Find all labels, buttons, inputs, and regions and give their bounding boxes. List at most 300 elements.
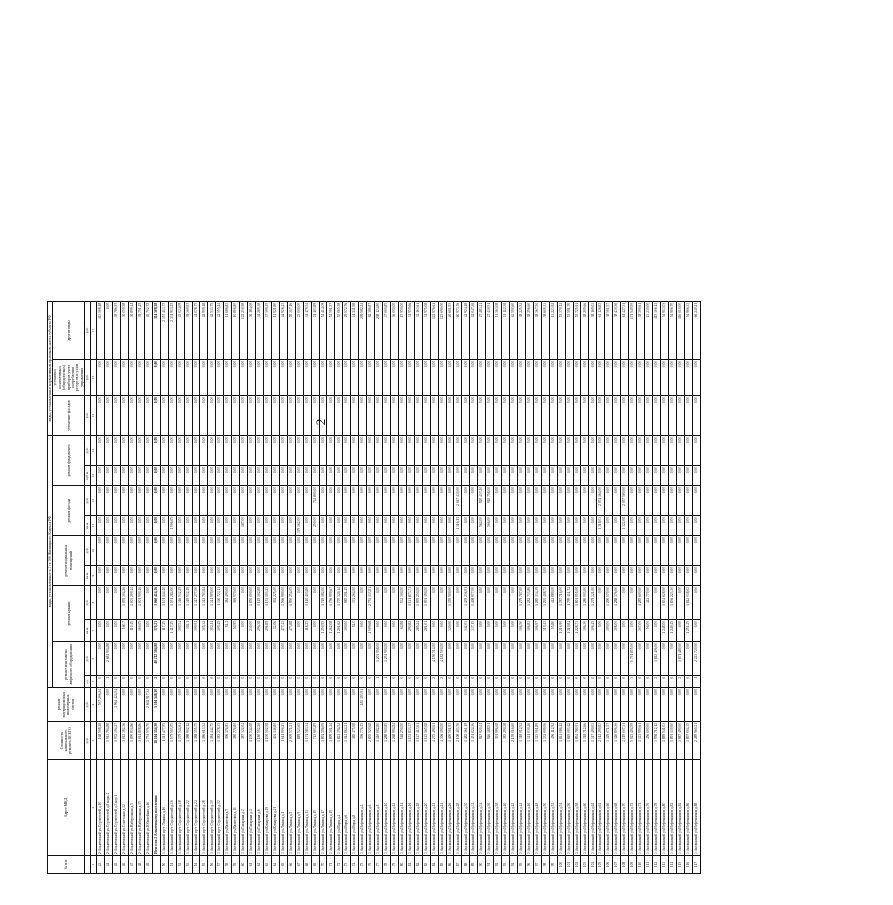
- value-cell: 0: [573, 676, 581, 688]
- value-cell: 0,00: [152, 466, 160, 486]
- value-cell: 0,00: [256, 486, 264, 516]
- value-cell: 0,00: [565, 435, 573, 465]
- value-cell: 0,00: [446, 566, 454, 586]
- value-cell: 0,00: [97, 620, 105, 642]
- value-cell: 0,00: [644, 466, 652, 486]
- value-cell: 0,00: [462, 642, 470, 676]
- value-cell: 36 000,00: [390, 301, 398, 359]
- colnum-cell: 17: [91, 301, 97, 359]
- value-cell: 0: [121, 676, 129, 688]
- value-cell: 0,00: [208, 466, 216, 486]
- row-number-cell: 110: [637, 856, 645, 874]
- value-cell: 0,00: [375, 486, 383, 516]
- value-cell: 0,00: [311, 395, 319, 435]
- value-cell: 113 508,48: [97, 301, 105, 359]
- value-cell: 0,00: [637, 516, 645, 536]
- value-cell: 0,00: [684, 435, 692, 465]
- table-row: [668, 301, 676, 873]
- value-cell: 0,00: [311, 466, 319, 486]
- value-cell: 0,00: [454, 586, 462, 620]
- address-cell: 3 Акташский ул.Вахитова д.11: [232, 760, 240, 856]
- value-cell: 0,00: [644, 642, 652, 676]
- row-number-cell: 95: [517, 856, 525, 874]
- value-cell: 0,00: [359, 586, 367, 620]
- value-cell: 0,00: [208, 642, 216, 676]
- value-cell: 0,00: [605, 516, 613, 536]
- value-cell: 1 014 808,86: [136, 722, 144, 760]
- value-cell: 0,00: [390, 586, 398, 620]
- value-cell: 0: [549, 676, 557, 688]
- value-cell: 0,00: [422, 566, 430, 586]
- value-cell: 0,00: [414, 395, 422, 435]
- value-cell: 0,00: [390, 435, 398, 465]
- row-number-cell: 64: [271, 856, 279, 874]
- header-num: № п/п: [48, 856, 85, 874]
- value-cell: 0,00: [184, 395, 192, 435]
- row-number-cell: 73: [343, 856, 351, 874]
- colnum-cell: 9: [91, 566, 97, 586]
- colnum-cell: 13: [91, 466, 97, 486]
- value-cell: 1 575 593,05: [168, 722, 176, 760]
- value-cell: 0: [668, 676, 676, 688]
- value-cell: 0,00: [406, 359, 414, 395]
- value-cell: 0,00: [279, 395, 287, 435]
- row-number-cell: 45: [113, 856, 121, 874]
- value-cell: 0,00: [462, 536, 470, 566]
- value-cell: 0,00: [232, 435, 240, 465]
- value-cell: 10 806,80: [232, 301, 240, 359]
- value-cell: 0: [398, 676, 406, 688]
- value-cell: 0,00: [232, 536, 240, 566]
- value-cell: 0,00: [343, 516, 351, 536]
- value-cell: 0,00: [224, 536, 232, 566]
- value-cell: 0,00: [248, 516, 256, 536]
- value-cell: 0,00: [605, 435, 613, 465]
- value-cell: 0,00: [613, 486, 621, 516]
- address-cell: 3 Акташский пр-т Строителей д.22: [184, 760, 192, 856]
- value-cell: 0,00: [692, 466, 700, 486]
- value-cell: 0,00: [668, 466, 676, 486]
- value-cell: 0,00: [589, 359, 597, 395]
- value-cell: 52,0: [351, 620, 359, 642]
- value-cell: 0,00: [613, 359, 621, 395]
- row-number-cell: 106: [605, 856, 613, 874]
- unit-cell: руб.: [85, 586, 91, 620]
- value-cell: 0,00: [510, 586, 518, 620]
- value-cell: 27 483,21: [478, 301, 486, 359]
- value-cell: 0,00: [327, 566, 335, 586]
- row-number-cell: 61: [248, 856, 256, 874]
- value-cell: 53 065,38: [335, 301, 343, 359]
- address-cell: 3 Акташский ул.Нефтяников д.18: [414, 760, 422, 856]
- value-cell: 0,00: [295, 486, 303, 516]
- value-cell: 1 801 055,00: [573, 586, 581, 620]
- value-cell: 0,00: [390, 620, 398, 642]
- value-cell: 0,00: [684, 466, 692, 486]
- value-cell: 0,00: [105, 359, 113, 395]
- unit-cell: руб.: [85, 395, 91, 435]
- value-cell: 56,00: [644, 620, 652, 642]
- value-cell: 0,00: [581, 359, 589, 395]
- address-cell: 3 Акташский пр-т Строителей д.18: [176, 760, 184, 856]
- value-cell: 0,00: [494, 359, 502, 395]
- value-cell: 0,00: [517, 395, 525, 435]
- table-row: [510, 301, 518, 873]
- value-cell: 0,00: [113, 435, 121, 465]
- value-cell: 0,00: [263, 566, 271, 586]
- header-engineering: ремонт внутридомовых инженерных систем: [48, 688, 85, 722]
- row-number-cell: 51: [168, 856, 176, 874]
- value-cell: 0,00: [502, 486, 510, 516]
- value-cell: 0,00: [684, 536, 692, 566]
- value-cell: 0: [621, 676, 629, 688]
- value-cell: 300,00: [343, 620, 351, 642]
- value-cell: 0: [565, 676, 573, 688]
- value-cell: 0,00: [533, 395, 541, 435]
- value-cell: 0,00: [287, 536, 295, 566]
- table-row: [383, 301, 391, 873]
- value-cell: 0,00: [208, 395, 216, 435]
- value-cell: 0,00: [589, 566, 597, 586]
- value-cell: 0,00: [660, 566, 668, 586]
- value-cell: 314 508,58: [152, 301, 160, 359]
- address-cell: 3 Акташский ул.Нефтяников д.50: [541, 760, 549, 856]
- colnum-cell: 16: [91, 359, 97, 395]
- table-row: [208, 301, 216, 873]
- value-cell: 37 399,35: [263, 301, 271, 359]
- table-row: [414, 301, 422, 873]
- row-number-cell: 50: [160, 856, 168, 874]
- table-row: [97, 301, 105, 873]
- value-cell: 0,00: [502, 620, 510, 642]
- value-cell: 0,00: [311, 435, 319, 465]
- value-cell: 0: [335, 676, 343, 688]
- value-cell: 0,00: [136, 642, 144, 676]
- value-cell: 0,00: [144, 395, 152, 435]
- value-cell: 0,00: [200, 536, 208, 566]
- value-cell: 296,89: [263, 620, 271, 642]
- value-cell: 0,00: [510, 536, 518, 566]
- value-cell: 61 427,31: [621, 301, 629, 359]
- value-cell: 0,00: [136, 486, 144, 516]
- address-cell: 3 Акташский ул.Нефтяников д.38: [494, 760, 502, 856]
- address-cell: 3 Акташский ул.Ленина д.17: [319, 760, 327, 856]
- value-cell: 0,00: [494, 466, 502, 486]
- value-cell: 0,00: [232, 359, 240, 395]
- value-cell: 0,00: [232, 688, 240, 722]
- value-cell: 0,00: [517, 642, 525, 676]
- address-cell: 3 Акташский ул.Нефтяников д.66: [605, 760, 613, 856]
- value-cell: 21 103,89: [311, 301, 319, 359]
- row-number-cell: 97: [533, 856, 541, 874]
- value-cell: 0,00: [446, 516, 454, 536]
- value-cell: 0,00: [613, 516, 621, 536]
- table-row: [335, 301, 343, 873]
- value-cell: 1 262,08: [327, 620, 335, 642]
- value-cell: 1 417,25: [168, 620, 176, 642]
- value-cell: 0,00: [208, 486, 216, 516]
- address-cell: 3 Акташский пр-т Строителей д.30: [208, 760, 216, 856]
- table-row: [406, 301, 414, 873]
- value-cell: 52 414,09: [319, 301, 327, 359]
- value-cell: 0,00: [406, 435, 414, 465]
- unit-cell: куб.м.: [85, 466, 91, 486]
- value-cell: 0: [470, 676, 478, 688]
- value-cell: 0,00: [462, 516, 470, 536]
- value-cell: 3 987 490,00: [676, 722, 684, 760]
- row-number-cell: 49: [144, 856, 152, 874]
- row-number-cell: 62: [256, 856, 264, 874]
- value-cell: 0,00: [692, 586, 700, 620]
- table-row: [494, 301, 502, 873]
- value-cell: 0: [597, 676, 605, 688]
- value-cell: 0,00: [676, 516, 684, 536]
- value-cell: 0,00: [311, 620, 319, 642]
- value-cell: 0,00: [430, 566, 438, 586]
- value-cell: 42 533,75: [208, 301, 216, 359]
- value-cell: 0,00: [113, 466, 121, 486]
- table-row: [367, 301, 375, 873]
- value-cell: 0,00: [176, 466, 184, 486]
- address-cell: 3 Акташский ул.Нефтяников д.48: [533, 760, 541, 856]
- value-cell: 0,00: [97, 566, 105, 586]
- value-cell: 0,00: [597, 395, 605, 435]
- value-cell: 0,00: [208, 359, 216, 395]
- value-cell: 44 926,23: [279, 301, 287, 359]
- value-cell: 53 591,70: [565, 301, 573, 359]
- row-number-cell: 111: [644, 856, 652, 874]
- value-cell: 392 225,00: [271, 586, 279, 620]
- value-cell: 0,00: [144, 435, 152, 465]
- value-cell: 0,00: [589, 395, 597, 435]
- table-row: [541, 301, 549, 873]
- value-cell: 0,00: [263, 359, 271, 395]
- value-cell: 0,00: [200, 516, 208, 536]
- value-cell: 0,00: [216, 466, 224, 486]
- value-cell: 0,00: [359, 435, 367, 465]
- value-cell: 0,00: [589, 516, 597, 536]
- value-cell: 0,00: [121, 395, 129, 435]
- value-cell: 302,1: [184, 620, 192, 642]
- value-cell: 442 770,00: [644, 586, 652, 620]
- value-cell: 0,00: [279, 359, 287, 395]
- value-cell: 0,00: [232, 486, 240, 516]
- value-cell: 0: [271, 676, 279, 688]
- value-cell: 0,00: [438, 516, 446, 536]
- value-cell: 0,00: [414, 536, 422, 566]
- value-cell: 54 966,33: [684, 301, 692, 359]
- value-cell: 0,00: [652, 536, 660, 566]
- value-cell: 0,00: [684, 395, 692, 435]
- value-cell: 0,00: [525, 642, 533, 676]
- value-cell: 0,00: [121, 435, 129, 465]
- value-cell: 0,00: [375, 395, 383, 435]
- value-cell: 0,00: [200, 359, 208, 395]
- value-cell: 0,00: [438, 486, 446, 516]
- value-cell: 1 279 321,00: [589, 586, 597, 620]
- value-cell: 0,00: [390, 466, 398, 486]
- address-cell: 3 Акташский ул.Нефтяников д.58: [573, 760, 581, 856]
- value-cell: 342,03: [462, 620, 470, 642]
- value-cell: 208 124,80: [375, 301, 383, 359]
- value-cell: 0,00: [652, 359, 660, 395]
- value-cell: 0,00: [390, 486, 398, 516]
- value-cell: 0,00: [613, 395, 621, 435]
- value-cell: 187,00: [240, 516, 248, 536]
- value-cell: 0,00: [192, 536, 200, 566]
- value-cell: 0,00: [375, 688, 383, 722]
- value-cell: 1 290 570,00: [605, 586, 613, 620]
- value-cell: 0: [541, 676, 549, 688]
- table-row: [644, 301, 652, 873]
- value-cell: 0,00: [152, 536, 160, 566]
- value-cell: 0: [510, 676, 518, 688]
- value-cell: 0,00: [160, 566, 168, 586]
- value-cell: 0,00: [129, 516, 137, 536]
- value-cell: 1 101 144,40: [160, 586, 168, 620]
- row-number-cell: 96: [525, 856, 533, 874]
- value-cell: 0,00: [216, 642, 224, 676]
- value-cell: 0,00: [335, 395, 343, 435]
- address-cell: 3 Акташский ул.Ленина д.9: [295, 760, 303, 856]
- row-number-cell: 86: [446, 856, 454, 874]
- row-number-cell: 114: [668, 856, 676, 874]
- value-cell: 122 976,61: [430, 301, 438, 359]
- header-foundation: ремонт фундамента: [53, 435, 85, 485]
- table-row: [565, 301, 573, 873]
- address-cell: 3 Акташский ул.Нефтяников д.64: [597, 760, 605, 856]
- value-cell: 0,00: [446, 536, 454, 566]
- value-cell: 0,00: [248, 566, 256, 586]
- value-cell: 0,00: [144, 620, 152, 642]
- value-cell: 1 451 024,36: [470, 722, 478, 760]
- value-cell: 34 179,54: [303, 301, 311, 359]
- value-cell: 0,00: [224, 395, 232, 435]
- value-cell: 0,00: [668, 566, 676, 586]
- value-cell: 0,00: [581, 395, 589, 435]
- value-cell: 0,00: [192, 642, 200, 676]
- value-cell: 0,00: [438, 620, 446, 642]
- value-cell: 0,00: [105, 301, 113, 359]
- value-cell: 1 216,90: [557, 620, 565, 642]
- value-cell: 300,54: [176, 620, 184, 642]
- value-cell: 0,00: [406, 566, 414, 586]
- value-cell: 3 958 712,12: [652, 722, 660, 760]
- header-address: Адрес МКД: [48, 760, 85, 856]
- value-cell: 0,00: [121, 688, 129, 722]
- value-cell: 0,00: [105, 466, 113, 486]
- value-cell: 0,00: [367, 536, 375, 566]
- value-cell: 0,00: [311, 586, 319, 620]
- value-cell: 0,00: [248, 486, 256, 516]
- value-cell: 0,00: [176, 395, 184, 435]
- address-cell: 3 Акташский ул.Нефтяников д.44: [517, 760, 525, 856]
- value-cell: 0,00: [629, 516, 637, 536]
- value-cell: 55,80: [549, 620, 557, 642]
- value-cell: 0,00: [97, 586, 105, 620]
- value-cell: 0,00: [136, 359, 144, 395]
- value-cell: 0,00: [517, 466, 525, 486]
- value-cell: 0,00: [160, 395, 168, 435]
- value-cell: 0,00: [406, 466, 414, 486]
- value-cell: 0,00: [303, 435, 311, 465]
- value-cell: 0,00: [184, 516, 192, 536]
- value-cell: 0,00: [343, 435, 351, 465]
- value-cell: 0,00: [549, 536, 557, 566]
- value-cell: 5 923 404,59: [629, 722, 637, 760]
- value-cell: 0,00: [644, 486, 652, 516]
- row-number-cell: 107: [613, 856, 621, 874]
- value-cell: 1 388 355,75: [192, 722, 200, 760]
- value-cell: 0,00: [168, 566, 176, 586]
- value-cell: 0,00: [287, 435, 295, 465]
- value-cell: 0,00: [359, 642, 367, 676]
- value-cell: 0,00: [375, 620, 383, 642]
- value-cell: 0,00: [367, 486, 375, 516]
- value-cell: 1 280 503,00: [581, 586, 589, 620]
- value-cell: 0,00: [533, 566, 541, 586]
- value-cell: 1 127 413,61: [414, 722, 422, 760]
- value-cell: 0,00: [573, 395, 581, 435]
- row-number-cell: 63: [263, 856, 271, 874]
- value-cell: 0,00: [446, 486, 454, 516]
- value-cell: 0: [256, 676, 264, 688]
- row-number-cell: 48: [136, 856, 144, 874]
- value-cell: 1 268 994,84: [390, 722, 398, 760]
- value-cell: 477,43: [279, 620, 287, 642]
- value-cell: 0,00: [470, 536, 478, 566]
- value-cell: 2 602 917,32: [144, 688, 152, 722]
- value-cell: 0,00: [192, 435, 200, 465]
- value-cell: 1 285 134,39: [533, 586, 541, 620]
- value-cell: 1 842 038,02: [684, 586, 692, 620]
- value-cell: 0,00: [129, 486, 137, 516]
- table-row: [240, 301, 248, 873]
- value-cell: 45 702,72: [144, 301, 152, 359]
- value-cell: 0,00: [573, 536, 581, 566]
- value-cell: 0,00: [343, 642, 351, 676]
- value-cell: 383 290,38: [502, 722, 510, 760]
- value-cell: 0,00: [597, 435, 605, 465]
- value-cell: 0,00: [216, 688, 224, 722]
- value-cell: 0,00: [438, 566, 446, 586]
- value-cell: 0,00: [414, 642, 422, 676]
- value-cell: 2: [676, 676, 684, 688]
- value-cell: 0,00: [216, 435, 224, 465]
- value-cell: 0,00: [287, 359, 295, 395]
- value-cell: 0,00: [240, 620, 248, 642]
- row-number-cell: 68: [303, 856, 311, 874]
- value-cell: 1 180 592,26: [256, 722, 264, 760]
- row-number-cell: 71: [327, 856, 335, 874]
- value-cell: 0,00: [152, 486, 160, 516]
- value-cell: 0,00: [462, 486, 470, 516]
- value-cell: 0: [263, 676, 271, 688]
- value-cell: 0,00: [605, 466, 613, 486]
- address-cell: 3 Акташский ул.Гагарина д.6: [256, 760, 264, 856]
- value-cell: 0,00: [271, 466, 279, 486]
- value-cell: 0,00: [398, 359, 406, 395]
- value-cell: 0,00: [494, 536, 502, 566]
- value-cell: 27 430,51: [486, 301, 494, 359]
- value-cell: 0,00: [263, 536, 271, 566]
- value-cell: 1 326 806,36: [613, 722, 621, 760]
- address-cell: 3 Акташский ул.Гагарина д.4: [248, 760, 256, 856]
- value-cell: 0,00: [240, 395, 248, 435]
- value-cell: 11 921,80: [271, 301, 279, 359]
- value-cell: 0,00: [478, 359, 486, 395]
- colnum-cell: 5: [91, 676, 97, 688]
